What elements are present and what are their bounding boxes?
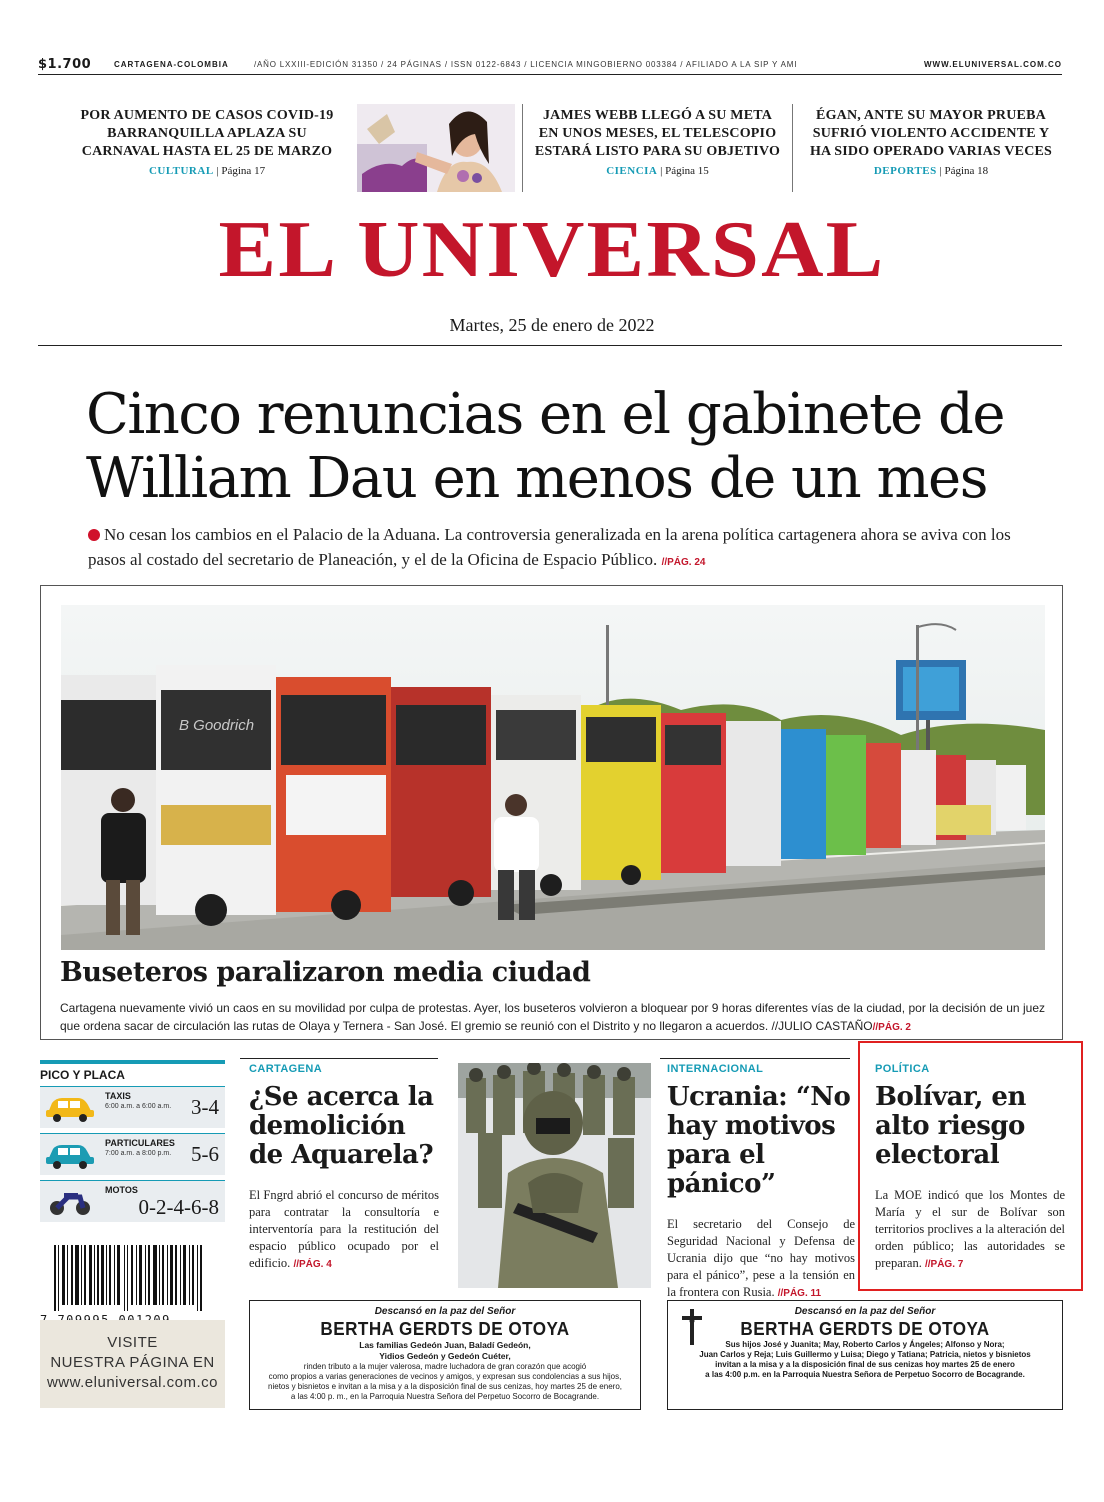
teaser-page: | Página 15	[660, 165, 709, 177]
pico-placa-row	[40, 1180, 225, 1222]
pico-placa-row	[40, 1133, 225, 1175]
body-text: El secretario del Consejo de Seguridad Nacional y Defensa de Ucrania dijo que “no hay motivos para el pánico”, pese a la tensión en la frontera con Rusia.	[667, 1217, 855, 1299]
obituary-notice	[249, 1300, 641, 1410]
teaser-title: JAMES WEBB LLEGÓ A SU META	[542, 108, 773, 123]
page-ref[interactable]: //PÁG. 24	[661, 557, 706, 568]
obituary-text: nietos y bisnietos e invitan a la misa y a la disposición final de sus cenizas, hoy martes 25 de enero,	[268, 1382, 622, 1391]
article-section: INTERNACIONAL	[667, 1063, 764, 1075]
obituary-name: BERTHA GERDTS DE OTOYA	[740, 1319, 990, 1339]
taxi-icon	[44, 1093, 96, 1127]
teaser-title: HA SIDO OPERADO VARIAS VECES	[809, 144, 1053, 159]
restricted-digits: 5-6	[191, 1142, 219, 1166]
article-headline	[875, 1083, 1065, 1170]
restriction-hours: 6:00 a.m. a 6:00 a.m.	[105, 1103, 172, 1110]
article-body	[875, 1187, 1065, 1272]
article-body	[249, 1187, 439, 1272]
divider	[38, 345, 1062, 346]
pico-placa-row	[40, 1086, 225, 1128]
teaser-section: CULTURAL	[148, 165, 214, 177]
article-headline	[249, 1083, 439, 1170]
divider	[522, 104, 523, 192]
obituary-intro: Descansó en la paz del Señor	[794, 1306, 936, 1317]
teaser-title: EN UNOS MESES, EL TELESCOPIO	[538, 126, 777, 141]
cover-price: $1.700	[38, 57, 92, 72]
teaser-title: CARNAVAL HASTA EL 25 DE MARZO	[81, 144, 333, 159]
teaser-deportes[interactable]	[800, 107, 1062, 189]
main-dek	[88, 522, 1048, 572]
divider	[660, 1058, 850, 1059]
headline-line: ¿Se acerca la	[249, 1082, 434, 1112]
main-headline[interactable]	[86, 383, 1046, 511]
headline-line: Ucrania: “No	[667, 1082, 851, 1112]
dek-text: No cesan los cambios en el Palacio de la Aduana. La controversia generalizada en la arena política cartagenera ahora se aviva con los pasos al costado del secretario de Planeación, y el de la Oficina de Espacio Público.	[88, 525, 1011, 569]
obituary-families: Yidios Gedeón y Gedeón Cuéter,	[379, 1351, 511, 1361]
teaser-title: ESTARÁ LISTO PARA SU OBJETIVO	[534, 144, 781, 159]
visit-line: VISITE	[107, 1334, 158, 1351]
headline-line: Bolívar, en	[875, 1082, 1026, 1112]
restriction-hours: 7:00 a.m. a 8:00 p.m.	[105, 1150, 172, 1157]
article-headline	[667, 1083, 855, 1199]
divider	[792, 104, 793, 192]
teaser-title: ÉGAN, ANTE SU MAYOR PRUEBA	[816, 108, 1046, 123]
article-body	[667, 1216, 855, 1301]
obituary-name: BERTHA GERDTS DE OTOYA	[320, 1319, 570, 1339]
teaser-title: POR AUMENTO DE CASOS COVID-19	[80, 108, 334, 123]
top-info-strip	[38, 57, 1062, 75]
obituary-text: a las 4:00 p.m. en la Parroquia Nuestra Señora de Perpetuo Socorro de Bocagrande.	[705, 1370, 1025, 1379]
obituary-text: Sus hijos José y Juanita; May, Roberto Carlos y Ángeles; Alfonso y Nora;	[725, 1340, 1005, 1349]
motorcycle-icon	[44, 1187, 96, 1221]
page-ref[interactable]: //PÁG. 2	[872, 1022, 911, 1033]
visit-line: NUESTRA PÁGINA EN	[50, 1354, 215, 1371]
soldiers-photo	[458, 1063, 651, 1288]
obituary-intro: Descansó en la paz del Señor	[374, 1306, 516, 1317]
teaser-cultural[interactable]	[62, 107, 352, 189]
teaser-section: CIENCIA	[606, 165, 658, 177]
teaser-ciencia[interactable]	[530, 107, 785, 189]
obituary-text: Juan Carlos y Reja; Luis Guillermo y Luisa; Diego y Tatiana; Patricia, nietos y bisnietos	[699, 1350, 1031, 1359]
body-text: La MOE indicó que los Montes de María y el sur de Bolívar son territorios proclives a la alteración del orden público; las autoridades se preparan.	[875, 1188, 1065, 1270]
website-url[interactable]: WWW.ELUNIVERSAL.COM.CO	[924, 60, 1062, 69]
teaser-page: | Página 17	[216, 165, 266, 177]
article-cartagena[interactable]	[249, 1063, 439, 1272]
obituary-notice	[667, 1300, 1063, 1410]
article-internacional[interactable]	[667, 1063, 855, 1301]
article-politica[interactable]	[875, 1063, 1065, 1272]
headline-line: de Aquarela?	[249, 1140, 434, 1170]
teaser-title: SUFRIÓ VIOLENTO ACCIDENTE Y	[812, 126, 1050, 141]
obituary-text: invitan a la misa y a la disposición final de sus cenizas hoy martes 25 de enero	[715, 1360, 1015, 1369]
headline-line: electoral	[875, 1140, 1000, 1170]
edition-info: /AÑO LXXIII-EDICIÓN 31350 / 24 PÁGINAS / ISSN 0122-6843 / LICENCIA MINGOBIERNO 003384 / AFILIADO A LA SIP Y AMI	[254, 60, 798, 69]
body-text: El Fngrd abrió el concurso de méritos para contratar la consultoría e interventoría para la restitución del espacio público ocupado por el edificio.	[249, 1188, 439, 1270]
pico-placa-title: PICO Y PLACA	[40, 1068, 125, 1082]
section-accent-bar	[40, 1060, 225, 1064]
headline-line: para el pánico”	[667, 1140, 776, 1199]
headline-line: alto riesgo	[875, 1111, 1025, 1141]
page-ref[interactable]: //PÁG. 4	[293, 1259, 332, 1270]
restricted-digits: 3-4	[191, 1095, 219, 1119]
photo-caption	[60, 999, 1045, 1035]
car-icon	[44, 1140, 96, 1174]
page-ref[interactable]: //PÁG. 7	[924, 1259, 964, 1270]
photo-headline[interactable]: Buseteros paralizaron media ciudad	[60, 957, 591, 988]
page-ref[interactable]: //PÁG. 11	[777, 1288, 822, 1299]
bus-protest-photo	[61, 605, 1045, 950]
bus-sign: B Goodrich	[179, 717, 255, 734]
vehicle-type: PARTICULARES	[105, 1138, 175, 1148]
headline-line: Cinco renuncias en el gabinete de	[86, 382, 1005, 447]
caption-text: Cartagena nuevamente vivió un caos en su movilidad por culpa de protestas. Ayer, los buseteros volvieron a bloquear por 9 horas diferentes vías de la ciudad, por la decisión de un juez que ordena sacar de circulación las rutas de Olaya y Ternera - San José. El gremio se reunió con el Distrito y no llegaron a acuerdos. //JULIO CASTAÑO	[60, 1001, 1045, 1033]
teaser-section: DEPORTES	[873, 165, 937, 177]
obituary-text: a las 4:00 p. m., en la Parroquia Nuestra Señora del Perpetuo Socorro de Bocagrande.	[290, 1392, 600, 1401]
article-section: POLÍTICA	[875, 1063, 930, 1075]
restricted-digits: 0-2-4-6-8	[138, 1195, 219, 1219]
obituary-text: como propios a varias generaciones de vecinos y amigos, y expresan sus condolencias a sus hijos,	[268, 1372, 622, 1381]
visit-url: www.eluniversal.com.co	[46, 1374, 219, 1391]
divider	[240, 1058, 438, 1059]
obituary-text: rinden tributo a la mujer valerosa, madre luchadora de gran corazón que acogió	[303, 1362, 587, 1371]
headline-line: hay motivos	[667, 1111, 836, 1141]
issue-date: Martes, 25 de enero de 2022	[449, 315, 655, 335]
teaser-page: | Página 18	[939, 165, 989, 177]
obituary-families: Las familias Gedeón Juan, Baladí Gedeón,	[359, 1340, 531, 1350]
masthead-logo: EL UNIVERSAL	[218, 206, 886, 294]
city-label: CARTAGENA-COLOMBIA	[114, 60, 229, 69]
carnival-queen-photo	[357, 104, 515, 192]
article-section: CARTAGENA	[249, 1063, 323, 1075]
headline-line: William Dau en menos de un mes	[86, 446, 987, 511]
headline-line: demolición	[249, 1111, 406, 1141]
visit-website-box[interactable]	[40, 1320, 225, 1408]
vehicle-type: TAXIS	[105, 1091, 131, 1101]
vehicle-type: MOTOS	[105, 1185, 138, 1195]
teaser-title: BARRANQUILLA APLAZA SU	[107, 126, 307, 141]
bullet-dot-icon	[88, 529, 100, 541]
